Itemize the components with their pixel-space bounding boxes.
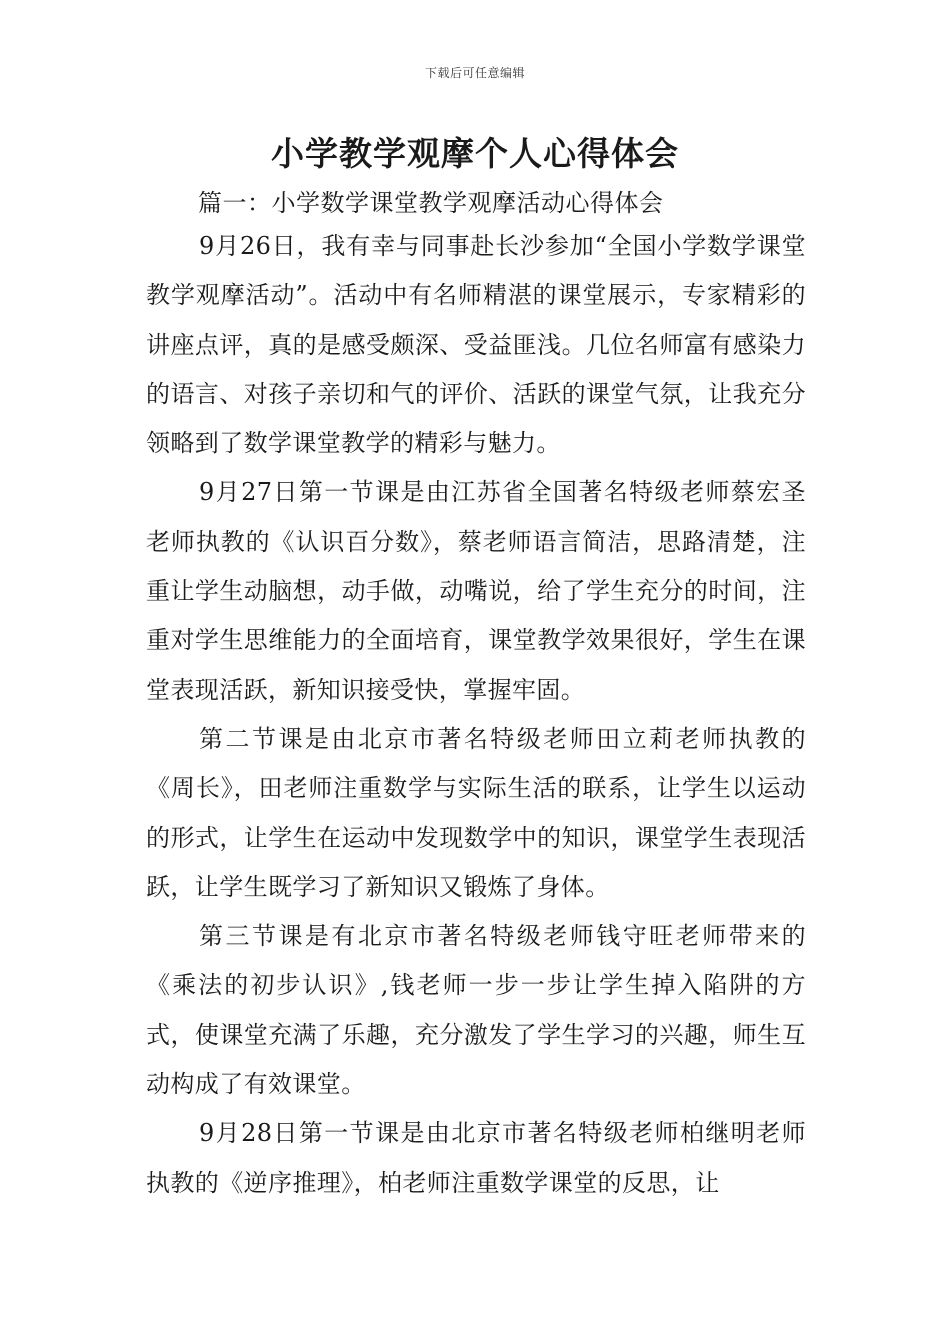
paragraph-2: 9月27日第一节课是由江苏省全国著名特级老师蔡宏圣老师执教的《认识百分数》，蔡老师语言简洁，思路清楚，注重让学生动脑想，动手做，动嘴说，给了学生充分的时间，注重对学生思维能力的全面培育，课堂教学效果很好，学生在课堂表现活跃，新知识接受快，掌握牢固。 xyxy=(146,478,806,704)
paragraph-1: 9月26日，我有幸与同事赴长沙参加“全国小学数学课堂教学观摩活动”。活动中有名师精湛的课堂展示，专家精彩的讲座点评，真的是感受颇深、受益匪浅。几位名师富有感染力的语言、对孩子亲切和气的评价、活跃的课堂气氛，让我充分领略到了数学课堂教学的精彩与魅力。 xyxy=(146,232,806,458)
paragraph-3: 第二节课是由北京市著名特级老师田立莉老师执教的《周长》，田老师注重数学与实际生活的联系，让学生以运动的形式，让学生在运动中发现数学中的知识，课堂学生表现活跃，让学生既学习了新知识又锻炼了身体。 xyxy=(146,724,806,901)
document-title: 小学教学观摩个人心得体会 xyxy=(271,134,679,173)
header-note: 下载后可任意编辑 xyxy=(424,66,525,80)
document-subtitle: 篇一：小学数学课堂教学观摩活动心得体会 xyxy=(198,189,664,217)
document-body xyxy=(146,222,806,1208)
paragraph-5: 9月28日第一节课是由北京市著名特级老师柏继明老师执教的《逆序推理》，柏老师注重数学课堂的反思，让 xyxy=(146,1119,806,1197)
paragraph-4: 第三节课是有北京市著名特级老师钱守旺老师带来的《乘法的初步认识》,钱老师一步一步让学生掉入陷阱的方式，使课堂充满了乐趣，充分激发了学生学习的兴趣，师生互动构成了有效课堂。 xyxy=(146,922,806,1099)
